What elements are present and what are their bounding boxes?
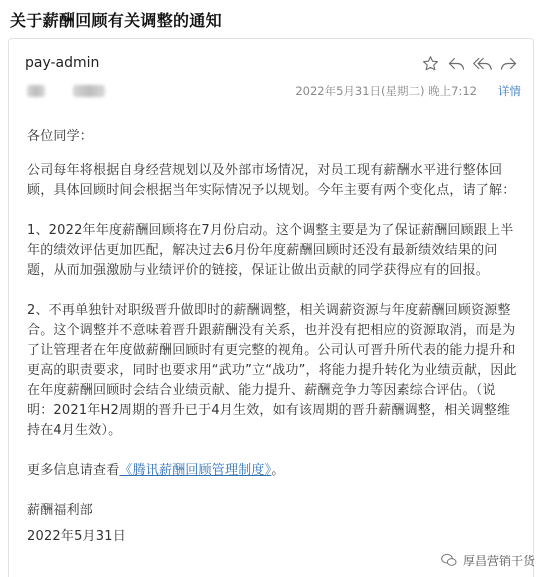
forward-icon[interactable] <box>497 53 519 73</box>
greeting: 各位同学： <box>27 129 94 144</box>
watermark-text: 厚昌营销干货 <box>462 553 535 568</box>
recipient-blur-1 <box>27 85 45 97</box>
reply-all-icon[interactable] <box>471 53 493 73</box>
policy-link[interactable]: 《腾讯薪酬回顾管理制度》 <box>119 463 272 478</box>
email-card <box>8 38 534 577</box>
more-info-prefix: 更多信息请查看 <box>27 463 120 478</box>
signature-date: 2022年5月31日 <box>27 529 126 544</box>
wechat-icon <box>441 553 457 567</box>
recipient-blur-2 <box>73 85 105 97</box>
email-actions <box>419 53 519 73</box>
email-datetime: 2022年5月31日(星期二) 晚上7:12 <box>295 84 477 98</box>
email-body <box>27 127 521 547</box>
reply-icon[interactable] <box>445 53 467 73</box>
paragraph-intro: 公司每年将根据自身经营规划以及外部市场情况，对员工现有薪酬水平进行整体回顾，具体回顾时间会根据当年实际情况予以规划。今年主要有两个变化点，请了解： <box>27 163 516 198</box>
more-info-line <box>27 461 521 481</box>
paragraph-change-2: 2、不再单独针对职级晋升做即时的薪酬调整，相关调薪资源与年度薪酬回顾资源整合。这个调整并不意味着晋升跟薪酬没有关系，也并没有把相应的资源取消，而是为了让管理者在年度做薪酬回顾时有更完整的视角。公司认可晋升所代表的能力提升和更高的职责要求，同时也要求用“武功”立“战功”，将能力提升转化为业绩贡献，因此在年度薪酬回顾时会结合业绩贡献、能力提升、薪酬竞争力等因素综合评估。（说明：2021年H2周期的晋升已于4月生效，如有该周期的晋升薪酬调整，相关调整维持在4月生效）。 <box>27 303 517 438</box>
email-subject: 关于薪酬回顾有关调整的通知 <box>10 11 222 30</box>
signature-department: 薪酬福利部 <box>27 503 94 518</box>
paragraph-change-1: 1、2022年年度薪酬回顾将在7月份启动。这个调整主要是为了保证薪酬回顾跟上半年的绩效评估更加匹配，解决过去6月份年度薪酬回顾时还没有最新绩效结果的问题，从而加强激励与业绩评价的链接，保证让做出贡献的同学获得应有的回报。 <box>27 223 514 278</box>
sender-name[interactable]: pay-admin <box>25 55 100 71</box>
details-link[interactable]: 详情 <box>498 84 521 98</box>
more-info-suffix: 。 <box>271 463 285 478</box>
star-icon[interactable] <box>419 53 441 73</box>
watermark <box>441 551 535 569</box>
